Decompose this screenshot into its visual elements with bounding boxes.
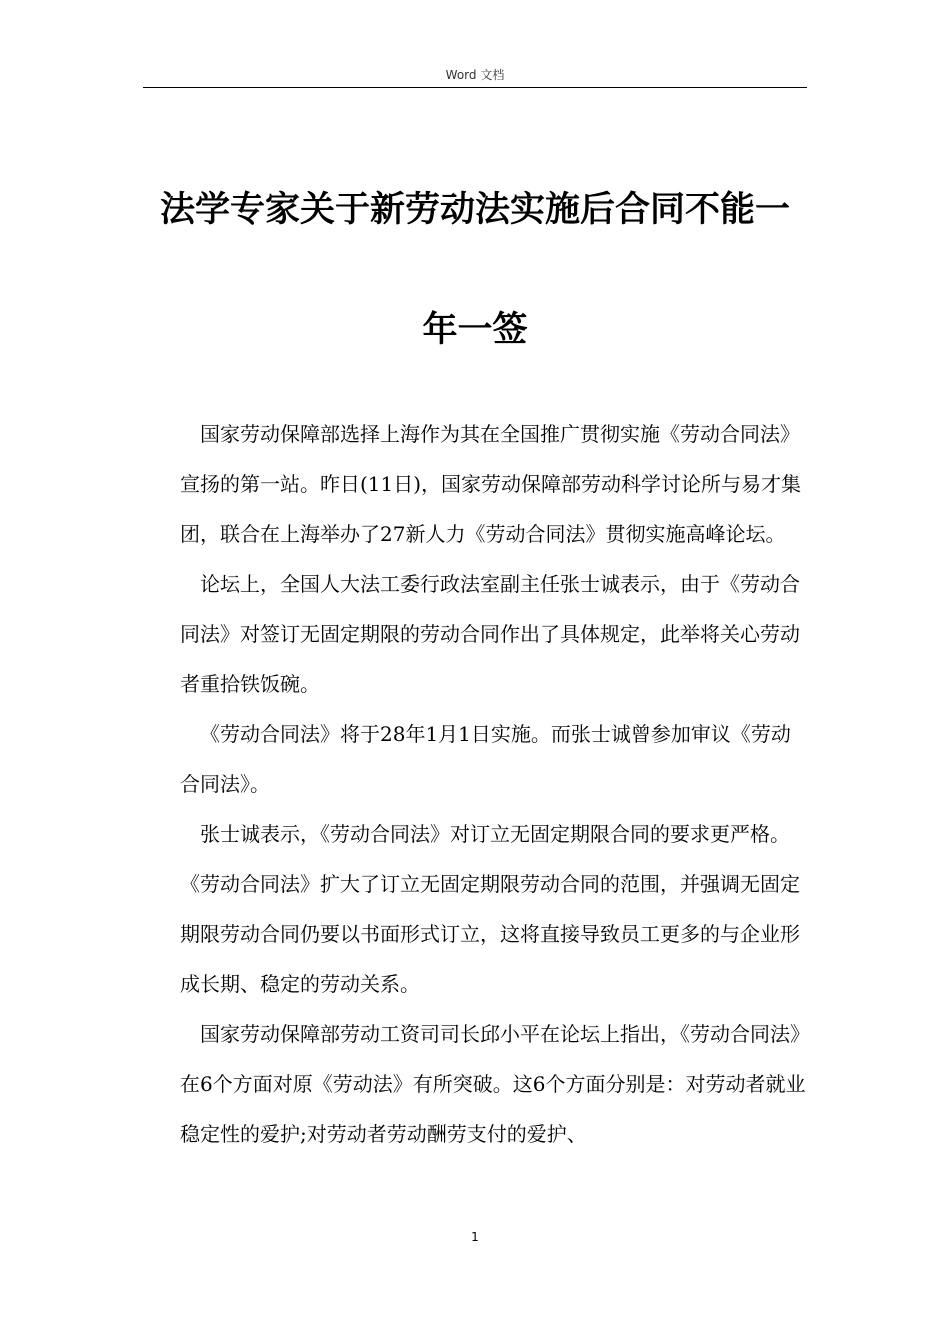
paragraph: 国家劳动保障部劳动工资司司长邱小平在论坛上指出，《劳动合同法》在6个方面对原《劳动法》有所突破。这6个方面分别是：对劳动者就业稳定性的爱护;对劳动者劳动酬劳支付的爱护、 xyxy=(180,1022,806,1146)
paragraph: 《劳动合同法》将于28年1月1日实施。而张士诚曾参加审议《劳动合同法》。 xyxy=(180,722,791,796)
paragraph: 论坛上，全国人大法工委行政法室副主任张士诚表示，由于《劳动合同法》对签订无固定期限的劳动合同作出了具体规定，此举将关心劳动者重拾铁饭碗。 xyxy=(180,572,800,696)
page-number: 1 xyxy=(471,1230,479,1244)
header-divider xyxy=(143,87,807,88)
page-header: Word 文档 xyxy=(445,68,505,82)
document-title: 法学专家关于新劳动法实施后合同不能一年一签 xyxy=(159,189,790,350)
paragraph: 国家劳动保障部选择上海作为其在全国推广贯彻实施《劳动合同法》宣扬的第一站。昨日(11日)，国家劳动保障部劳动科学讨论所与易才集团，联合在上海举办了27新人力《劳动合同法》贯彻实施高峰论坛。 xyxy=(180,422,802,546)
paragraph: 张士诚表示，《劳动合同法》对订立无固定期限合同的要求更严格。《劳动合同法》扩大了订立无固定期限劳动合同的范围，并强调无固定期限劳动合同仍要以书面形式订立，这将直接导致员工更多的与企业形成长期、稳定的劳动关系。 xyxy=(180,822,800,996)
document-body xyxy=(180,409,806,1159)
